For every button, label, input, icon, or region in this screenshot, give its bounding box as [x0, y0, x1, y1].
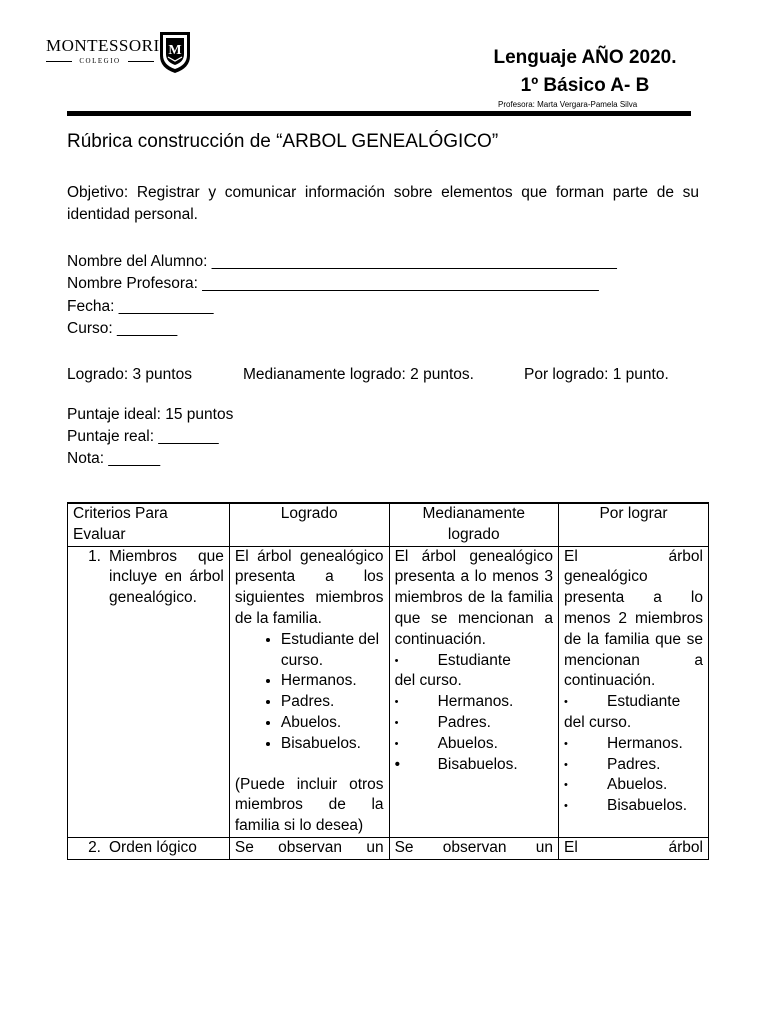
list-item: • Padres. [281, 692, 384, 713]
list-item-continuation: del curso. [563, 713, 632, 731]
grade-field: Nota: ______ [67, 450, 161, 467]
list-item: • Abuelos. [394, 734, 498, 752]
course-field: Curso: _______ [67, 320, 178, 337]
header-achieved: Logrado [229, 504, 389, 547]
list-item: • Bisabuelos. [563, 797, 688, 815]
logo-wordmark: MONTESSORI [46, 36, 160, 55]
list-item: • Hermanos. [563, 734, 683, 752]
school-seal-icon [158, 30, 192, 74]
header-divider [67, 111, 691, 116]
table-row [68, 546, 709, 837]
list-item: • Bisabuelos. [394, 755, 518, 773]
date-field: Fecha: ___________ [67, 298, 214, 315]
school-logo [46, 30, 196, 74]
pending-cell [558, 546, 708, 837]
table-row [68, 837, 709, 859]
list-item-continuation: del curso. [394, 672, 462, 690]
criterion-cell [68, 546, 230, 837]
student-name-field: Nombre del Alumno: _______________________________________________ [67, 253, 617, 270]
list-item: • Estudiante del curso. [281, 630, 384, 672]
scale-pending: Por logrado: 1 punto. [524, 366, 669, 383]
list-item: • Bisabuelos. [281, 734, 384, 755]
criterion-text: Orden lógico [109, 838, 197, 856]
scale-achieved: Logrado: 3 puntos [67, 366, 192, 383]
course-heading: 1º Básico A- B [520, 75, 650, 96]
list-item: • Estudiante [394, 651, 511, 669]
achieved-cell: Se observan un [229, 837, 389, 859]
achieved-cell [229, 546, 389, 837]
svg-text:M: M [168, 43, 182, 58]
list-item: • Abuelos. [563, 776, 668, 794]
achieved-note: (Puede incluir otros miembros de la familia si lo desea) [234, 775, 384, 835]
objective-text: Objetivo: Registrar y comunicar información sobre elementos que forman parte de su identidad personal. [67, 184, 699, 223]
achieved-intro: El árbol genealógico presenta a los siguientes miembros de la familia. [234, 547, 384, 627]
partial-intro: El árbol genealógico presenta a lo menos 3 miembros de la familia que se mencionan a continuación. [394, 547, 553, 648]
list-item: • Hermanos. [394, 693, 514, 711]
pending-cell: El árbol [558, 837, 708, 859]
criterion-number: 2. [88, 838, 101, 856]
teacher-name-field: Nombre Profesora: ______________________________________________ [67, 275, 599, 292]
list-item: • Hermanos. [281, 671, 384, 692]
ideal-score: Puntaje ideal: 15 puntos [67, 406, 234, 423]
header-partial: Medianamente logrado [389, 504, 558, 547]
real-score-field: Puntaje real: _______ [67, 428, 219, 445]
criterion-cell [68, 837, 230, 859]
partial-cell [389, 546, 558, 837]
list-item: • Abuelos. [281, 713, 384, 734]
header-criteria: Criterios Para Evaluar [68, 504, 230, 547]
scale-partial: Medianamente logrado: 2 puntos. [243, 366, 474, 383]
teachers-line: Profesora: Marta Vergara-Pamela Silva [498, 100, 638, 109]
criterion-text: Miembros que incluye en árbol genealógico. [109, 547, 224, 607]
criterion-number: 1. [88, 547, 101, 565]
list-item: • Estudiante [563, 693, 681, 711]
page-title: Rúbrica construcción de “ARBOL GENEALÓGICO” [67, 131, 499, 152]
logo-subtitle: COLEGIO [46, 57, 154, 65]
pending-intro: El árbol genealógico presenta a lo menos 2 miembros de la familia que se mencionan a continuación. [563, 547, 703, 690]
list-item: • Padres. [394, 713, 491, 731]
header-pending: Por lograr [558, 504, 708, 547]
table-header-row [68, 504, 709, 547]
subject-heading: Lenguaje AÑO 2020. [493, 47, 677, 68]
list-item: • Padres. [563, 755, 661, 773]
rubric-table [67, 502, 709, 930]
partial-cell: Se observan un [389, 837, 558, 859]
